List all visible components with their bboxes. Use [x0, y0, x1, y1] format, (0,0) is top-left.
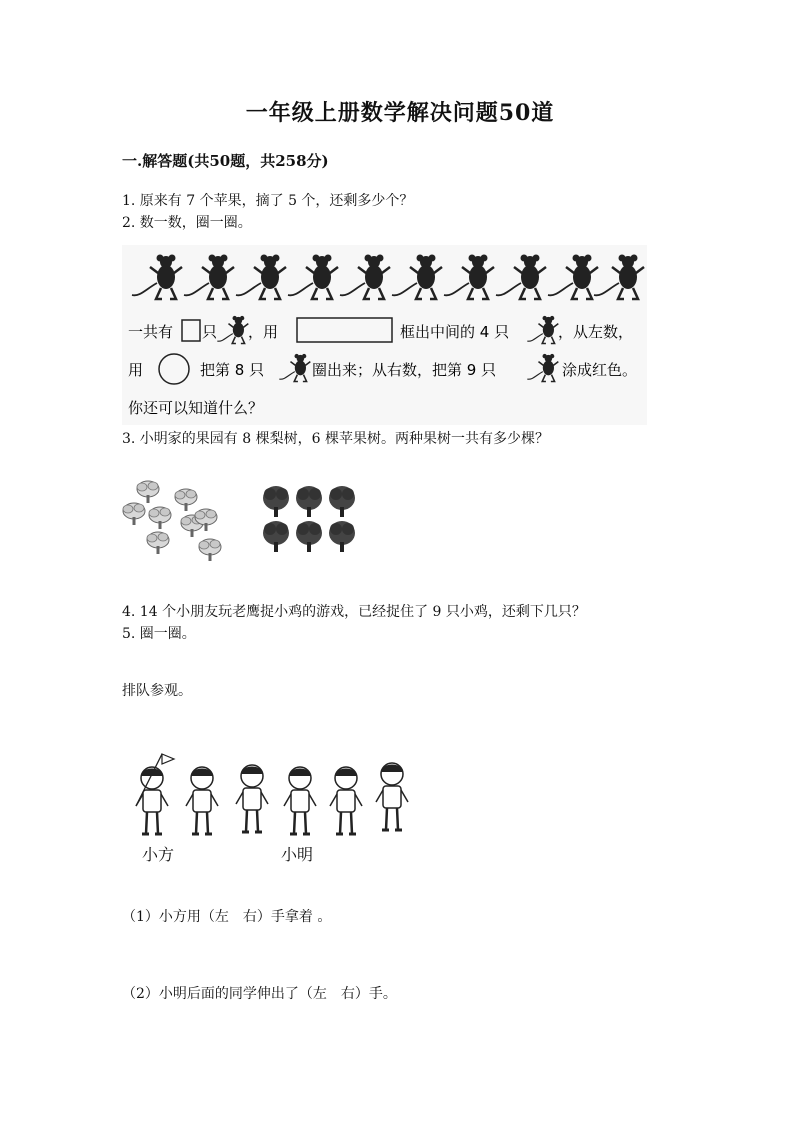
fig-text-eighth: 把第 8 只: [200, 361, 265, 379]
question-5: 5. 圈一圈。: [122, 626, 196, 642]
q5-subquestion-2: （2）小明后面的同学伸出了（左 右）手。: [122, 986, 397, 1002]
fig-text-from-right: 圈出来；从右数，把第 9 只: [312, 361, 497, 379]
flag-icon: [162, 754, 174, 764]
child-2: [186, 767, 218, 834]
fig-text-zhi: 只: [202, 323, 218, 341]
fig-text-total: 一共有: [128, 323, 174, 341]
label-xiaoming: 小明: [281, 845, 314, 864]
q5-intro: 排队参观。: [122, 683, 192, 699]
child-xiaofang: [136, 754, 174, 834]
question-3: 3. 小明家的果园有 8 棵梨树，6 棵苹果树。两种果树一共有多少棵？: [122, 431, 549, 447]
q5-subquestion-1: （1）小方用（左 右）手拿着 。: [122, 909, 332, 925]
child-6: [376, 763, 408, 830]
fig-text-yong: ，用: [248, 323, 279, 341]
children-line-figure: [122, 750, 422, 844]
child-5: [330, 767, 362, 834]
trees-figure: [122, 475, 372, 569]
apple-trees-group: [263, 486, 355, 552]
question-2: 2. 数一数，圈一圈。: [122, 215, 252, 231]
child-3: [236, 765, 268, 832]
question-1: 1. 原来有 7 个苹果，摘了 5 个，还剩多少个？: [122, 193, 414, 209]
pear-trees-group: [123, 481, 221, 561]
mice-figure-svg: [122, 245, 647, 425]
section-heading: 一.解答题(共50题，共258分): [122, 152, 329, 170]
question-4: 4. 14 个小朋友玩老鹰捉小鸡的游戏，已经捉住了 9 只小鸡，还剩下几只？: [122, 604, 586, 620]
fig-text-red: 涂成红色。: [562, 361, 638, 379]
fig-text-middle-four: 框出中间的 4 只: [400, 323, 510, 341]
fig-text-what-else: 你还可以知道什么？: [128, 399, 264, 417]
label-xiaofang: 小方: [142, 845, 175, 864]
mice-counting-figure: [122, 245, 647, 429]
trees-figure-svg: [122, 475, 372, 565]
children-figure-svg: [122, 750, 422, 840]
child-xiaoming: [284, 767, 316, 834]
fig-text-from-left: ，从左数，: [558, 323, 634, 341]
page-title: 一年级上册数学解决问题50道: [245, 100, 555, 126]
fig-text-yong-2: 用: [128, 361, 144, 379]
